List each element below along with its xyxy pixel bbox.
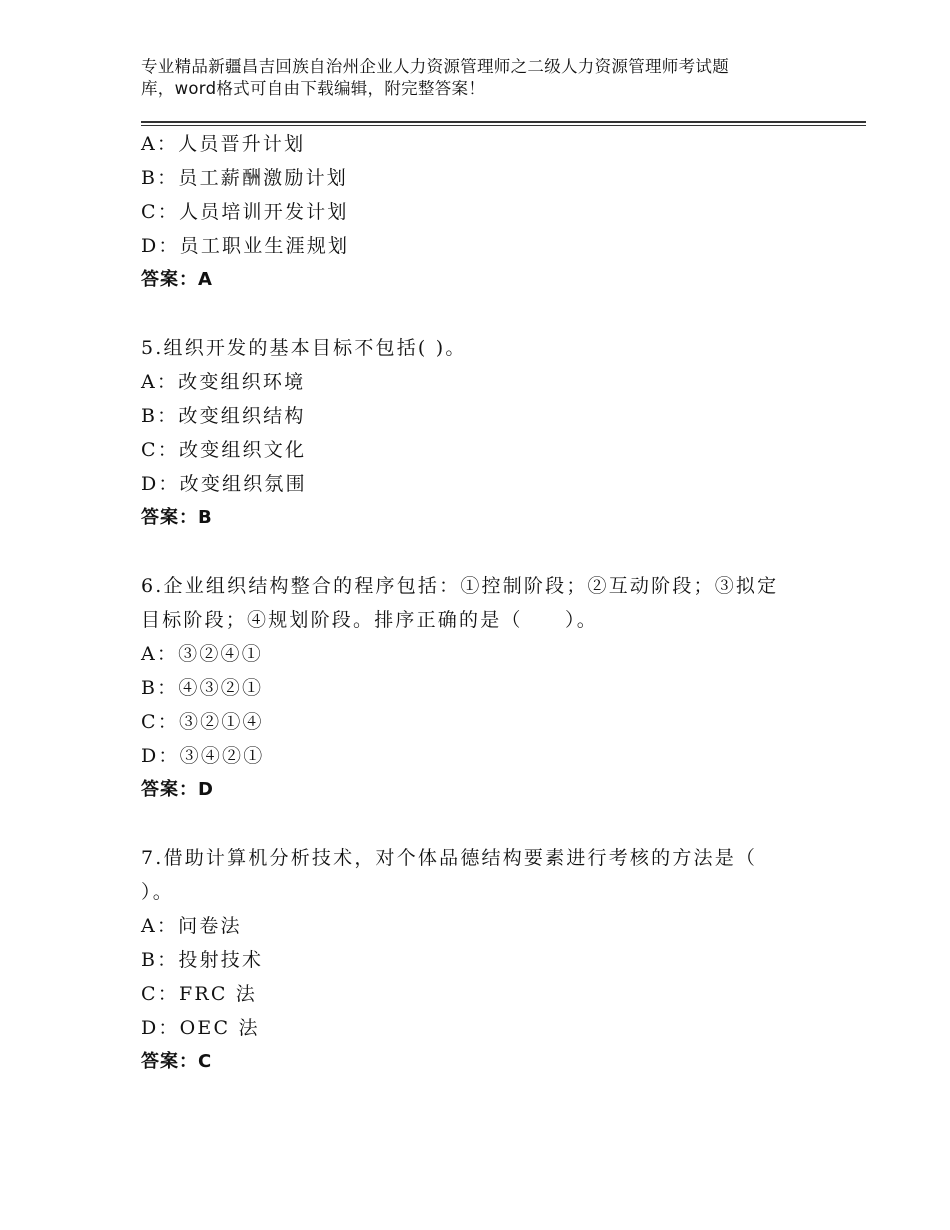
document-header bbox=[141, 56, 811, 100]
answer-line: 答案：D bbox=[141, 779, 214, 800]
question-6 bbox=[141, 569, 821, 807]
option-a: A：问卷法 bbox=[141, 915, 242, 937]
question-4 bbox=[141, 127, 821, 297]
answer-line: 答案：B bbox=[141, 507, 213, 528]
option-a: A：人员晋升计划 bbox=[141, 133, 306, 155]
header-divider-thick bbox=[141, 121, 866, 123]
question-stem-line-2: ）。 bbox=[141, 881, 174, 903]
option-d: D：员工职业生涯规划 bbox=[141, 235, 350, 257]
question-7 bbox=[141, 841, 821, 1079]
question-spacer bbox=[141, 297, 821, 331]
answer-line: 答案：C bbox=[141, 1051, 213, 1072]
option-c: C：③②①④ bbox=[141, 711, 264, 733]
option-c: C：改变组织文化 bbox=[141, 439, 307, 461]
question-spacer bbox=[141, 807, 821, 841]
question-stem-line-2: 目标阶段；④规划阶段。排序正确的是（ ）。 bbox=[141, 609, 598, 631]
question-list bbox=[141, 127, 821, 1079]
option-d: D：改变组织氛围 bbox=[141, 473, 307, 495]
question-stem-line-1: 7.借助计算机分析技术，对个体品德结构要素进行考核的方法是（ bbox=[141, 847, 758, 869]
answer-line: 答案：A bbox=[141, 269, 213, 290]
option-b: B：员工薪酬激励计划 bbox=[141, 167, 348, 189]
option-c: C：人员培训开发计划 bbox=[141, 201, 349, 223]
option-c: C：FRC 法 bbox=[141, 983, 258, 1005]
option-b: B：改变组织结构 bbox=[141, 405, 306, 427]
header-title-line-1: 专业精品新疆昌吉回族自治州企业人力资源管理师之二级人力资源管理师考试题 bbox=[141, 57, 729, 76]
option-d: D：OEC 法 bbox=[141, 1017, 260, 1039]
option-d: D：③④②① bbox=[141, 745, 265, 767]
question-5 bbox=[141, 331, 821, 535]
question-stem-line-1: 6.企业组织结构整合的程序包括：①控制阶段；②互动阶段；③拟定 bbox=[141, 575, 779, 597]
header-title-line-2: 库，word格式可自由下载编辑，附完整答案！ bbox=[141, 79, 486, 98]
question-stem: 5.组织开发的基本目标不包括( )。 bbox=[141, 337, 467, 359]
option-a: A：改变组织环境 bbox=[141, 371, 306, 393]
option-a: A：③②④① bbox=[141, 643, 263, 665]
question-spacer bbox=[141, 535, 821, 569]
header-divider-thin bbox=[141, 125, 866, 126]
option-b: B：投射技术 bbox=[141, 949, 264, 971]
option-b: B：④③②① bbox=[141, 677, 264, 699]
